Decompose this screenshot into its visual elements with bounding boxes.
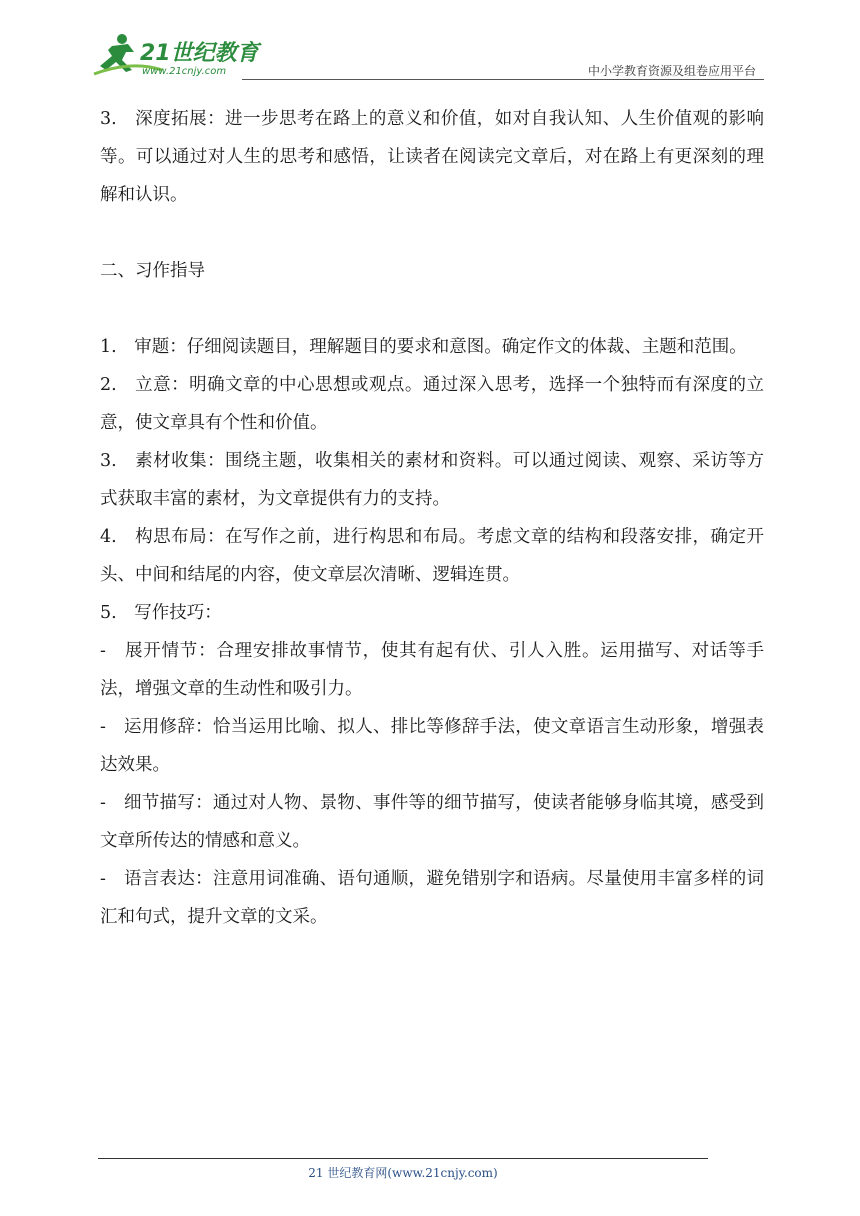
page-header [92,30,764,80]
paragraph-item: 4. 构思布局：在写作之前，进行构思和布局。考虑文章的结构和段落安排，确定开头、中间和结尾的内容，使文章层次清晰、逻辑连贯。 [100,527,764,585]
list-item: - 语言表达：注意用词准确、语句通顺，避免错别字和语病。尽量使用丰富多样的词汇和句式，提升文章的文采。 [100,869,764,927]
paragraph-item: 1. 审题：仔细阅读题目，理解题目的要求和意图。确定作文的体裁、主题和范围。 [100,337,747,357]
runner-logo-icon [92,30,262,78]
paragraph-item: 5. 写作技巧： [100,603,222,623]
list-item: - 细节描写：通过对人物、景物、事件等的细节描写，使读者能够身临其境，感受到文章所传达的情感和意义。 [100,793,764,851]
paragraph-deep-expansion: 3. 深度拓展：进一步思考在路上的意义和价值，如对自我认知、人生价值观的影响等。可以通过对人生的思考和感悟，让读者在阅读完文章后，对在路上有更深刻的理解和认识。 [100,109,764,205]
logo-url: www.21cnjy.com [142,66,227,77]
paragraph-item: 3. 素材收集：围绕主题，收集相关的素材和资料。可以通过阅读、观察、采访等方式获取丰富的素材，为文章提供有力的支持。 [100,451,764,509]
section-heading: 二、习作指导 [100,261,205,281]
document-body [100,100,764,936]
list-item: - 运用修辞：恰当运用比喻、拟人、排比等修辞手法，使文章语言生动形象，增强表达效果。 [100,717,764,775]
footer-divider [98,1158,708,1159]
footer-text: 21 世纪教育网(www.21cnjy.com) [308,1166,498,1180]
header-divider [242,79,764,80]
spacer [100,214,764,252]
spacer [100,290,764,328]
logo [92,30,262,78]
list-item: - 展开情节：合理安排故事情节，使其有起有伏、引人入胜。运用描写、对话等手法，增强文章的生动性和吸引力。 [100,641,764,699]
header-platform-text: 中小学教育资源及组卷应用平台 [587,64,756,78]
logo-text: 21世纪教育 [140,41,259,66]
paragraph-item: 2. 立意：明确文章的中心思想或观点。通过深入思考，选择一个独特而有深度的立意，使文章具有个性和价值。 [100,375,764,433]
